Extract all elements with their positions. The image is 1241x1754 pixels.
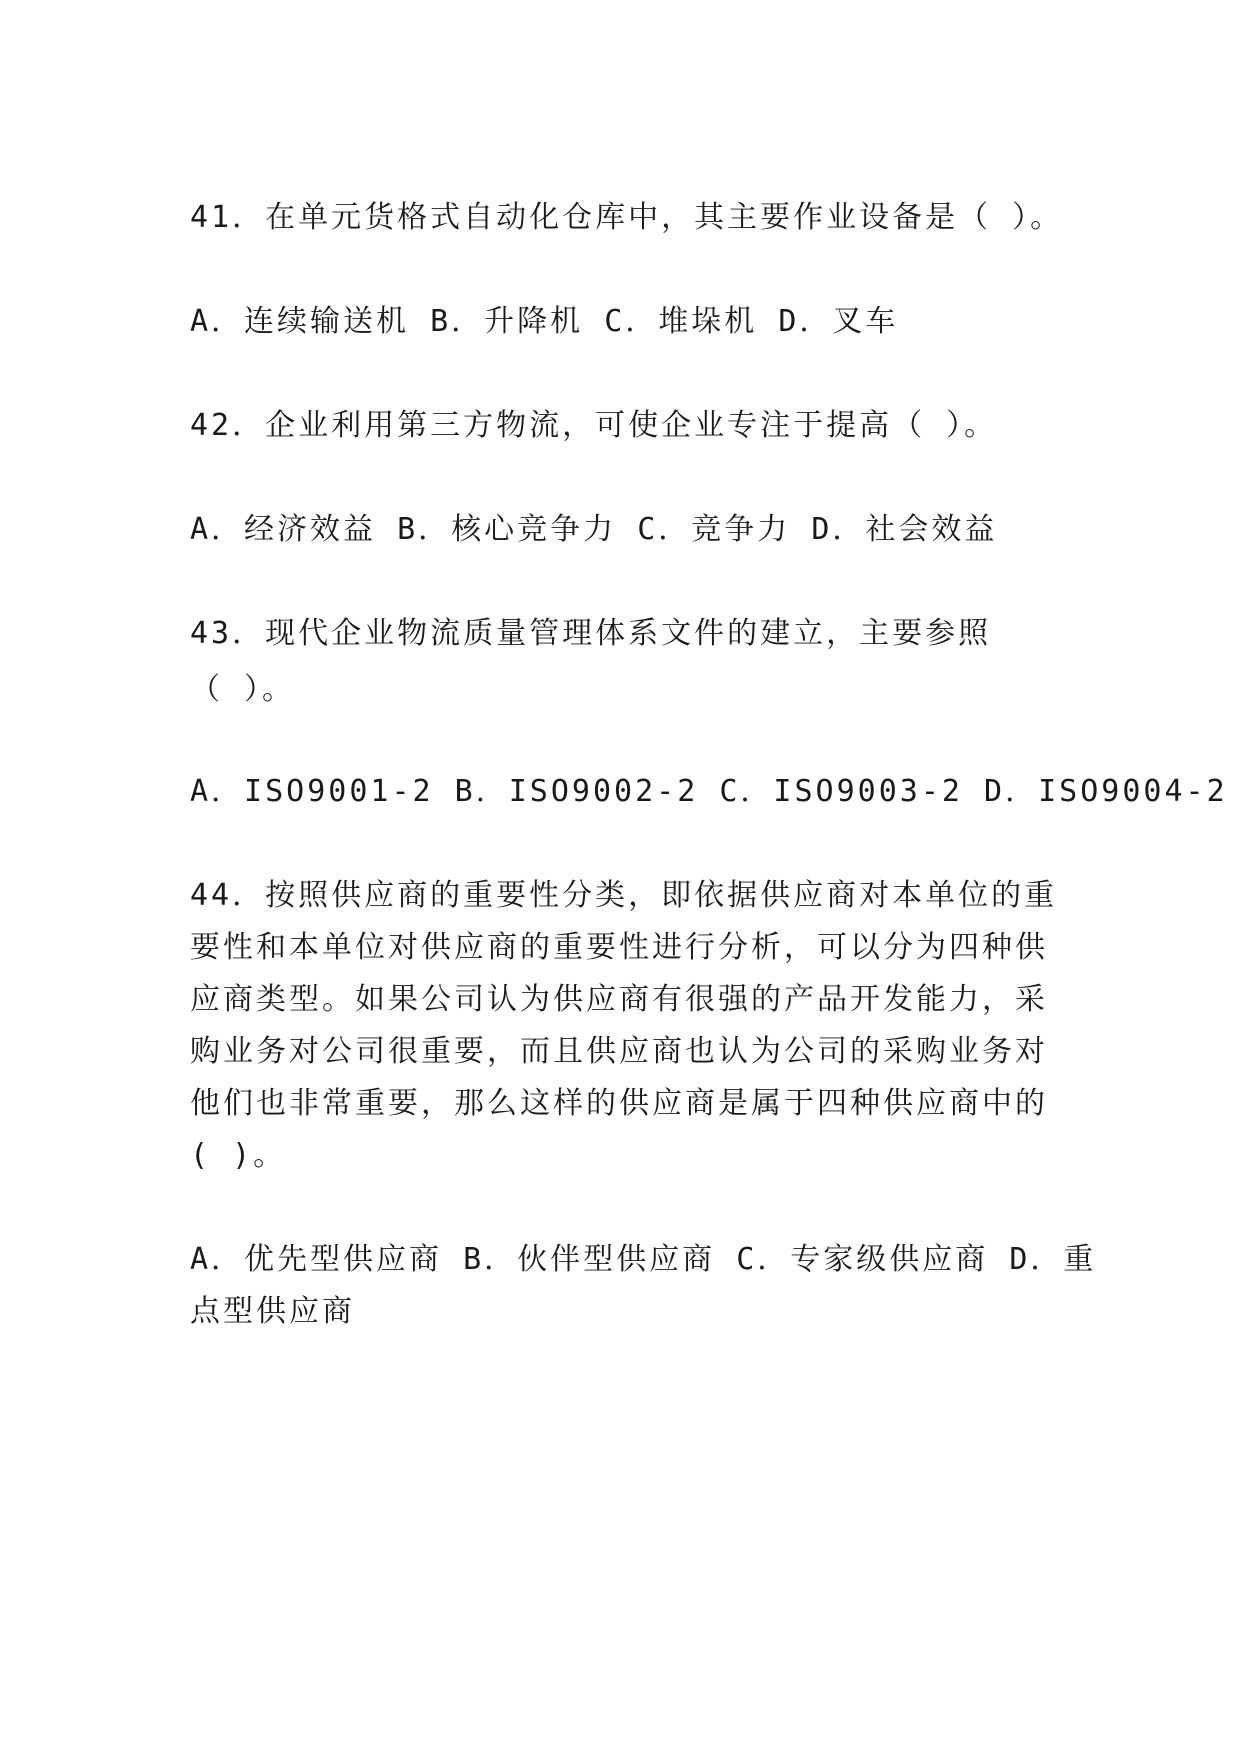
question-41: 41．在单元货格式自动化仓库中，其主要作业设备是（ ）。: [190, 200, 1064, 235]
question-44-line-2: 要性和本单位对供应商的重要性进行分析，可以分为四种供: [190, 930, 1048, 965]
question-42-options: A．经济效益 B．核心竞争力 C．竞争力 D．社会效益: [190, 512, 998, 547]
question-44-line-1: 44．按照供应商的重要性分类，即依据供应商对本单位的重: [190, 878, 1058, 913]
question-44-line-6: ( )。: [190, 1138, 287, 1173]
question-43-line-1: 43．现代企业物流质量管理体系文件的建立，主要参照: [190, 616, 992, 651]
question-44-options-line-2: 点型供应商: [190, 1294, 355, 1329]
question-42: 42．企业利用第三方物流，可使企业专注于提高（ ）。: [190, 408, 998, 443]
question-43-options: A．ISO9001-2 B．ISO9002-2 C．ISO9003-2 D．ISO9004-2: [190, 774, 1228, 809]
question-44-options-line-1: A．优先型供应商 B．伙伴型供应商 C．专家级供应商 D．重: [190, 1242, 1097, 1277]
question-43-line-2: （ ）。: [190, 672, 296, 707]
question-41-options: A．连续输送机 B．升降机 C．堆垛机 D．叉车: [190, 304, 899, 339]
question-44-line-4: 购业务对公司很重要，而且供应商也认为公司的采购业务对: [190, 1034, 1048, 1069]
question-44-line-3: 应商类型。如果公司认为供应商有很强的产品开发能力，采: [190, 982, 1048, 1017]
question-44-line-5: 他们也非常重要，那么这样的供应商是属于四种供应商中的: [190, 1086, 1048, 1121]
